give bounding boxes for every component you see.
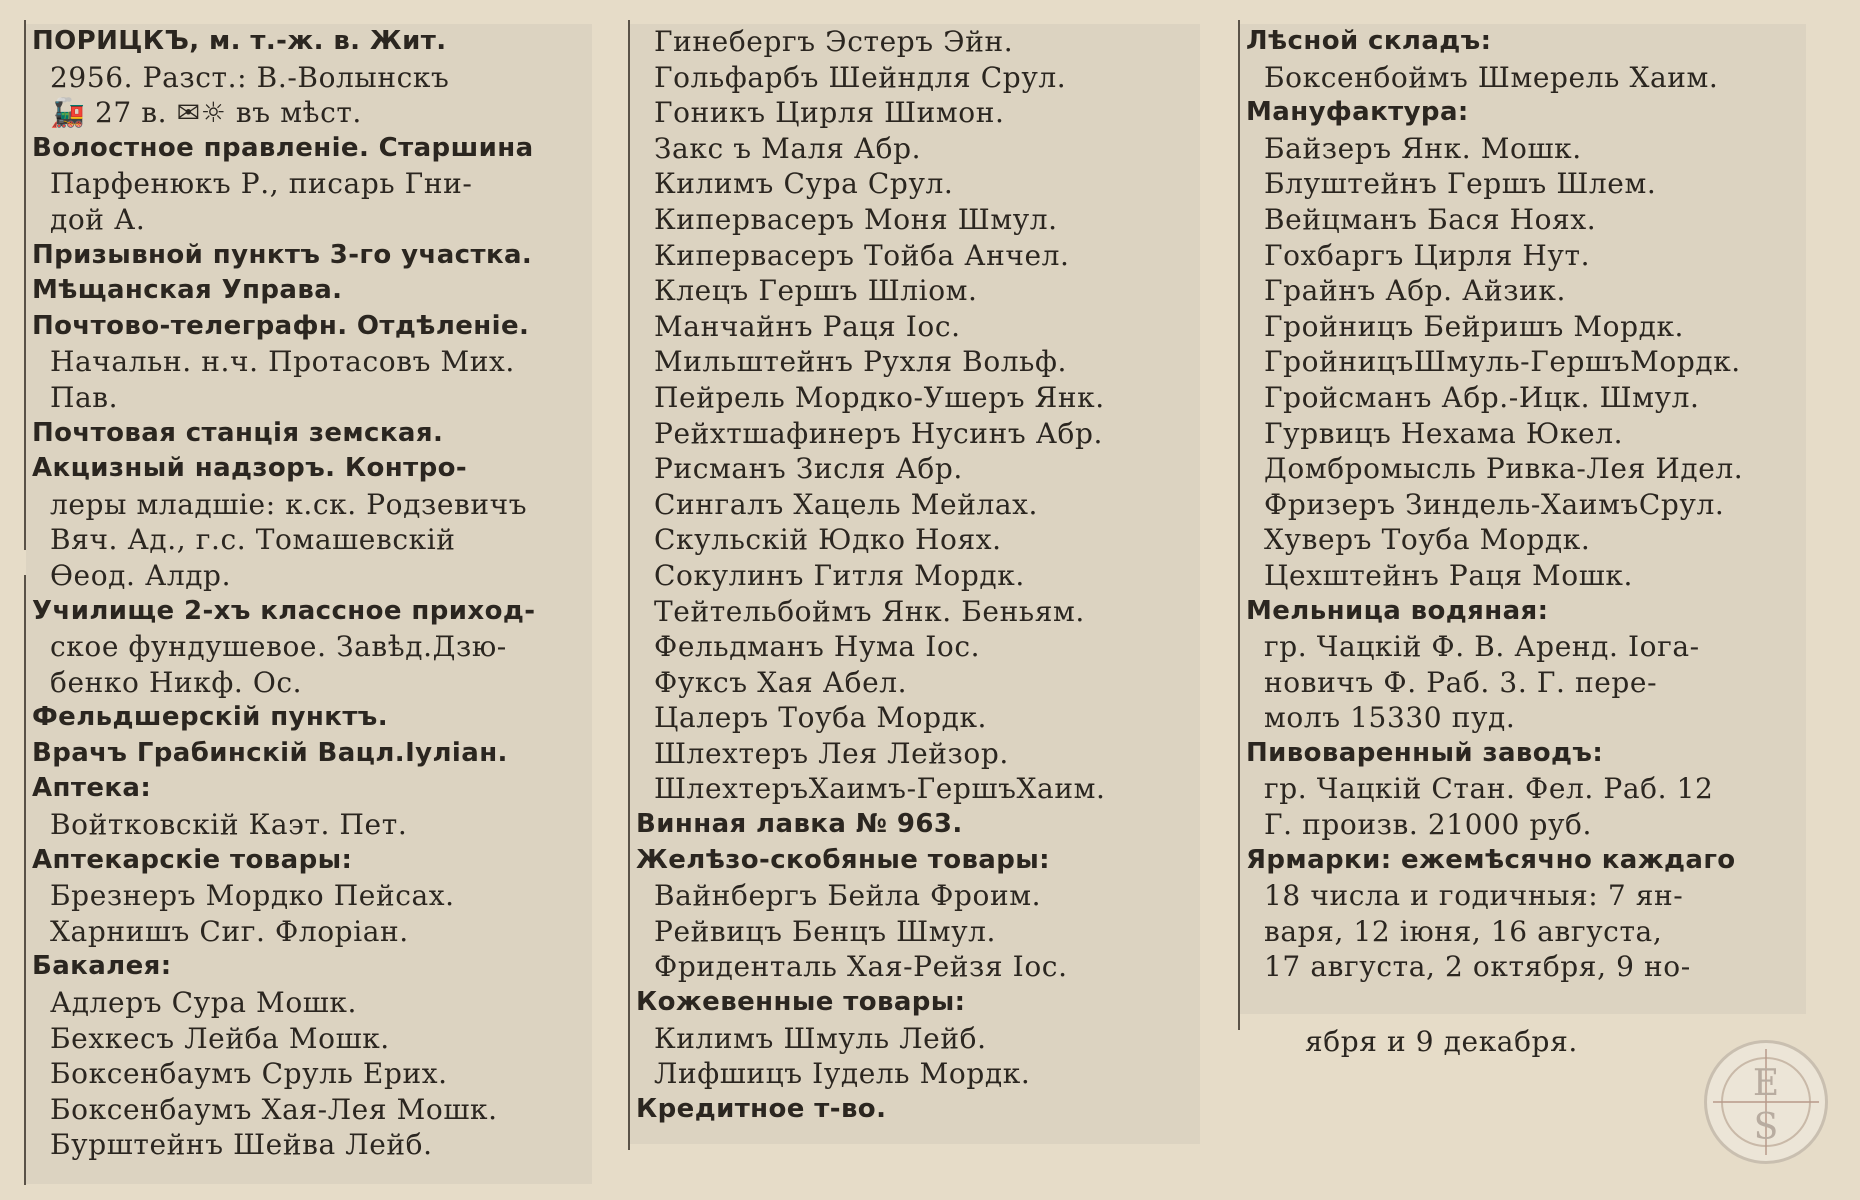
entry-line: Гохбаргъ Цирля Нут. <box>1264 238 1591 272</box>
entry-line: 18 числа и годичныя: 7 ян- <box>1264 879 1684 913</box>
entry-line: бенко Никф. Ос. <box>50 665 303 699</box>
section-heading: Акцизный надзоръ. Контро- <box>32 453 468 484</box>
stamp-letter-e: E <box>1752 1063 1780 1104</box>
section-heading: Желѣзо-скобяные товары: <box>636 844 1050 875</box>
column-3 <box>1240 24 1806 1014</box>
entry-line: Кипервасеръ Тойба Анчел. <box>654 238 1070 272</box>
entry-line: Килимъ Шмуль Лейб. <box>654 1021 987 1055</box>
col3-continuation-text: ября и 9 декабря. <box>1305 1025 1578 1058</box>
entry-line: гр. Чацкій Ф. В. Аренд. Іога- <box>1264 630 1700 664</box>
entry-line: ШлехтеръХаимъ-ГершъХаим. <box>654 772 1106 806</box>
entry-line: Гольфарбъ Шейндля Срул. <box>654 60 1067 94</box>
entry-line: Гоникъ Цирля Шимон. <box>654 96 1005 130</box>
entry-line: Тейтельбоймъ Янк. Беньям. <box>654 594 1085 628</box>
section-heading: Почтовая станція земская. <box>32 417 444 448</box>
section-heading: ПОРИЦКЪ, м. т.-ж. в. Жит. <box>32 26 447 56</box>
entry-line: Рейвицъ Бенцъ Шмул. <box>654 914 997 948</box>
entry-line: Байзеръ Янк. Мошк. <box>1264 131 1582 165</box>
entry-line: Харнишъ Сиг. Флоріан. <box>50 914 409 948</box>
entry-line: Фриденталь Хая-Рейзя Іос. <box>654 950 1068 984</box>
entry-line: Боксенбаумъ Хая-Лея Мошк. <box>50 1092 498 1126</box>
section-heading: Пивоваренный заводъ: <box>1246 737 1604 768</box>
section-heading: Мѣщанская Управа. <box>32 275 343 306</box>
entry-line: Лифшицъ Іудель Мордк. <box>654 1057 1031 1091</box>
column-rule <box>24 20 26 550</box>
entry-line: Клецъ Гершъ Шліом. <box>654 274 978 308</box>
section-heading: Аптека: <box>32 773 152 804</box>
entry-line: ское фундушевое. Завѣд.Дзю- <box>50 630 507 664</box>
section-heading: Винная лавка № 963. <box>636 809 963 840</box>
column-2 <box>630 24 1200 1144</box>
entry-line: дой А. <box>50 202 146 236</box>
entry-line: Фельдманъ Нума Іос. <box>654 630 981 664</box>
column-rule <box>1238 20 1240 1030</box>
entry-line: Цалеръ Тоуба Мордк. <box>654 701 988 735</box>
entry-line: Рейхтшафинеръ Нусинъ Абр. <box>654 416 1104 450</box>
entry-line: 17 августа, 2 октября, 9 но- <box>1264 950 1691 984</box>
entry-line: Г. произв. 21000 руб. <box>1264 808 1593 842</box>
entry-line: Манчайнъ Раця Іос. <box>654 309 961 343</box>
section-heading: Призывной пунктъ 3-го участка. <box>32 239 533 270</box>
entry-line: Бурштейнъ Шейва Лейб. <box>50 1128 433 1162</box>
entry-line: Пейрель Мордко-Ушеръ Янк. <box>654 380 1105 414</box>
watermark-stamp <box>1704 1040 1828 1164</box>
entry-line: Сингалъ Хацель Мейлах. <box>654 487 1039 521</box>
entry-line: Кипервасеръ Моня Шмул. <box>654 202 1058 236</box>
es-logo-icon <box>1707 1043 1825 1161</box>
entry-line: Фуксъ Хая Абел. <box>654 665 908 699</box>
entry-line: Боксенбоймъ Шмерель Хаим. <box>1264 60 1719 94</box>
entry-line: Войтковскій Каэт. Пет. <box>50 808 408 842</box>
section-heading: Лѣсной складъ: <box>1246 26 1492 56</box>
entry-line: варя, 12 іюня, 16 августа, <box>1264 914 1663 948</box>
section-heading: Ярмарки: ежемѣсячно каждаго <box>1246 844 1736 875</box>
column-1 <box>26 24 592 1184</box>
entry-line: леры младшіе: к.ск. Родзевичъ <box>50 487 528 521</box>
column-rule <box>628 20 630 1150</box>
entry-line: Начальн. н.ч. Протасовъ Мих. <box>50 345 515 379</box>
entry-line: Вяч. Ад., г.с. Томашевскій <box>50 523 456 557</box>
section-heading: Кожевенные товары: <box>636 987 966 1018</box>
entry-line: ГройницъШмуль-ГершъМордк. <box>1264 345 1741 379</box>
section-heading: Врачъ Грабинскій Вацл.Іуліан. <box>32 737 508 768</box>
entry-line: молъ 15330 пуд. <box>1264 701 1516 735</box>
section-heading: Почтово-телеграфн. Отдѣленіе. <box>32 310 530 341</box>
entry-line: Закс ъ Маля Абр. <box>654 131 922 165</box>
column-rule <box>24 575 26 1185</box>
section-heading: Кредитное т-во. <box>636 1093 887 1124</box>
entry-line: Домбромысль Ривка-Лея Идел. <box>1264 452 1744 486</box>
entry-line: Фризеръ Зиндель-ХаимъСрул. <box>1264 487 1725 521</box>
entry-line: Рисманъ Зисля Абр. <box>654 452 963 486</box>
entry-line: Блуштейнъ Гершъ Шлем. <box>1264 167 1657 201</box>
entry-line: Килимъ Сура Срул. <box>654 167 954 201</box>
entry-line: Грайнъ Абр. Айзик. <box>1264 274 1566 308</box>
entry-line: 2956. Разст.: В.-Волынскъ <box>50 60 450 94</box>
entry-line: гр. Чацкій Стан. Фел. Раб. 12 <box>1264 772 1714 806</box>
entry-line: Адлеръ Сура Мошк. <box>50 986 358 1020</box>
entry-line: Сокулинъ Гитля Мордк. <box>654 558 1025 592</box>
entry-line: Мильштейнъ Рухля Вольф. <box>654 345 1068 379</box>
entry-line: Брезнеръ Мордко Пейсах. <box>50 879 455 913</box>
entry-line: Гройсманъ Абр.-Ицк. Шмул. <box>1264 380 1700 414</box>
section-heading: Училище 2-хъ классное приход- <box>32 595 536 626</box>
section-heading: Бакалея: <box>32 951 172 982</box>
entry-line: Шлехтеръ Лея Лейзор. <box>654 736 1009 770</box>
section-heading: Волостное правленіе. Старшина <box>32 132 534 163</box>
entry-line: новичъ Ф. Раб. 3. Г. пере- <box>1264 665 1658 699</box>
entry-line: Бехкесъ Лейба Мошк. <box>50 1021 390 1055</box>
entry-line: Гройницъ Бейришъ Мордк. <box>1264 309 1685 343</box>
entry-line: Скульскій Юдко Ноях. <box>654 523 1002 557</box>
entry-line: Пав. <box>50 380 119 414</box>
entry-line: Боксенбаумъ Сруль Ерих. <box>50 1057 448 1091</box>
entry-line: Гурвицъ Нехама Юкел. <box>1264 416 1624 450</box>
entry-line: Цехштейнъ Раця Мошк. <box>1264 558 1633 592</box>
stamp-letter-s: S <box>1753 1107 1779 1148</box>
section-heading: Мануфактура: <box>1246 97 1469 128</box>
entry-line: 🚂 27 в. ✉☼ въ мѣст. <box>50 96 362 130</box>
entry-line: Хуверъ Тоуба Мордк. <box>1264 523 1591 557</box>
entry-line: Ѳеод. Алдр. <box>50 558 232 592</box>
section-heading: Аптекарскіе товары: <box>32 844 353 875</box>
entry-line: Вейцманъ Бася Ноях. <box>1264 202 1597 236</box>
entry-line: Гинебергъ Эстеръ Эйн. <box>654 25 1014 58</box>
section-heading: Мельница водяная: <box>1246 595 1549 626</box>
entry-line: Вайнбергъ Бейла Фроим. <box>654 879 1042 913</box>
section-heading: Фельдшерскій пунктъ. <box>32 702 389 733</box>
entry-line: Парфенюкъ Р., писарь Гни- <box>50 167 473 201</box>
